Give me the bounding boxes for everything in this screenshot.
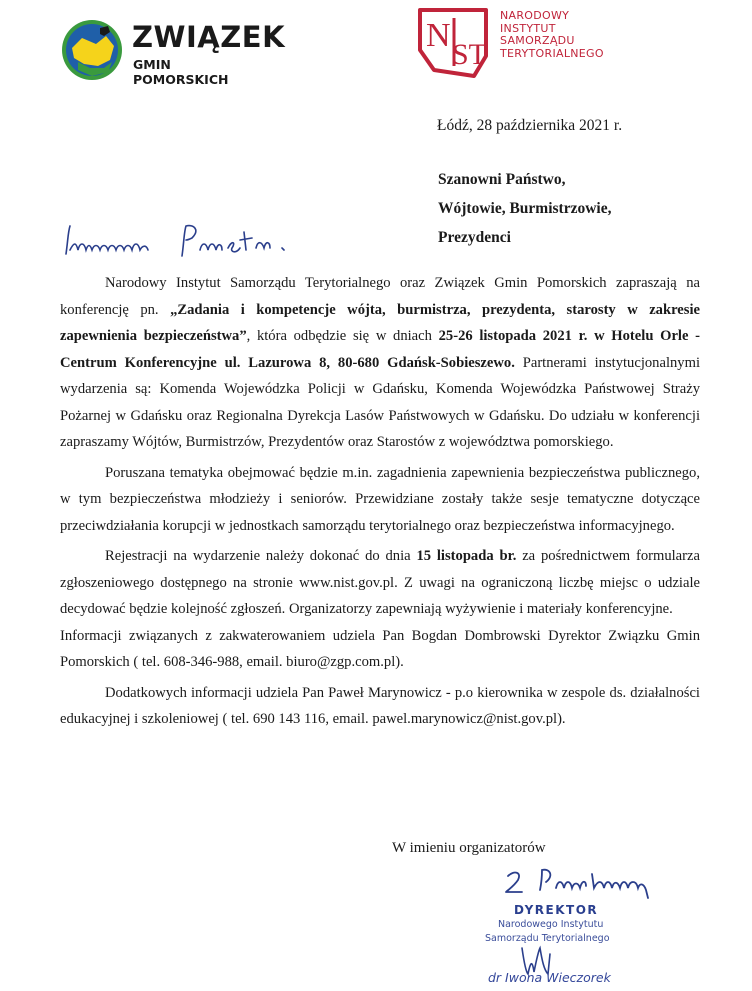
paragraph-invitation	[60, 270, 700, 456]
nist-name-line: TERYTORIALNEGO	[500, 46, 604, 60]
handwritten-greeting	[60, 220, 300, 264]
registration-text: za pośrednictwem formularza zgłoszeniowego dostępnego na stronie www.nist.gov.pl. Z uwagi na ograniczoną liczbę miejsc o udziale decydować będzie kolejność zgłoszeń. Organizatorzy zapewniają wyżywienie i materiały konferencyjne.	[60, 548, 700, 617]
signature-block	[478, 862, 678, 991]
paragraph-registration	[60, 543, 700, 623]
letter-date: Łódź, 28 października 2021 r.	[437, 117, 623, 134]
stamp-institution-line: Narodowego Instytutu	[498, 919, 604, 930]
conference-date-venue: 25-26 listopada 2021 r. w Hotelu Orle - Centrum Konferencyjne ul. Lazurowa 8, 80-680 Gdańsk-Sobieszewo.	[60, 328, 700, 371]
nist-name-line: NARODOWY	[500, 9, 570, 22]
svg-text:ST: ST	[452, 38, 488, 71]
salutation-line: Prezydenci	[438, 229, 511, 246]
paragraph-accommodation: Informacji związanych z zakwaterowaniem udziela Pan Bogdan Dombrowski Dyrektor Związku Gmin Pomorskich ( tel. 608-346-988, email. biuro@zgp.com.pl).	[60, 627, 700, 670]
nist-logo	[414, 4, 644, 80]
nist-name-line: INSTYTUT	[500, 21, 556, 35]
invitation-text: , która odbędzie się w dniach	[246, 328, 439, 344]
paragraph-topics: Poruszana tematyka obejmować będzie m.in. zagadnienia zapewnienia bezpieczeństwa publicznego, w tym bezpieczeństwa młodzieży i seniorów. Przewidziane zostały także sesje tematyczne dotyczące przeciwdziałania korupcji w jednostkach samorządu terytorialnego oraz bezpieczeństwa informacyjnego.	[60, 464, 700, 534]
zgp-title: ZWIĄZEK	[132, 20, 286, 54]
salutation-line: Szanowni Państwo,	[438, 171, 566, 188]
closing: W imieniu organizatorów	[392, 840, 546, 856]
salutation	[438, 165, 611, 252]
stamp-title: DYREKTOR	[514, 903, 599, 917]
salutation-line: Wójtowie, Burmistrzowie,	[438, 200, 612, 217]
svg-text:N: N	[426, 17, 451, 54]
zgp-subtitle: GMIN POMORSKICH	[133, 57, 229, 87]
zgp-emblem-icon	[60, 18, 124, 82]
nist-emblem-icon	[414, 4, 492, 80]
invitation-text: Narodowy Instytut Samorządu Terytorialnego oraz Związek Gmin Pomorskich zapraszają na konferencję pn.	[60, 275, 700, 318]
nist-name-line: SAMORZĄDU	[500, 34, 575, 47]
letter-body	[60, 270, 700, 733]
nist-name	[500, 10, 604, 60]
signatory-name: dr Iwona Wieczorek	[488, 970, 611, 985]
registration-text: Rejestracji na wydarzenie należy dokonać do dnia	[105, 548, 417, 564]
paragraph-contact: Dodatkowych informacji udziela Pan Paweł Marynowicz - p.o kierownika w zespole ds. działalności edukacyjnej i szkoleniowej ( tel. 690 143 116, email. pawel.marynowicz@nist.gov.pl).	[60, 684, 700, 727]
invitation-text: Partnerami instytucjonalnymi wydarzenia są: Komenda Wojewódzka Policji w Gdańsku, Komenda Wojewódzka Państwowej Straży Pożarnej w Gdańsku oraz Regionalna Dyrekcja Lasów Państwowych w Gdańsku. Do udziału w konferencji zapraszamy Wójtów, Burmistrzów, Prezydentów oraz Starostów z województwa pomorskiego.	[60, 354, 700, 450]
zgp-logo	[60, 16, 286, 87]
registration-deadline: 15 listopada br.	[416, 548, 517, 564]
conference-title: „Zadania i kompetencje wójta, burmistrza, prezydenta, starosty w zakresie zapewnienia bezpieczeństwa”	[60, 301, 700, 344]
stamp-institution-line: Samorządu Terytorialnego	[485, 933, 610, 944]
